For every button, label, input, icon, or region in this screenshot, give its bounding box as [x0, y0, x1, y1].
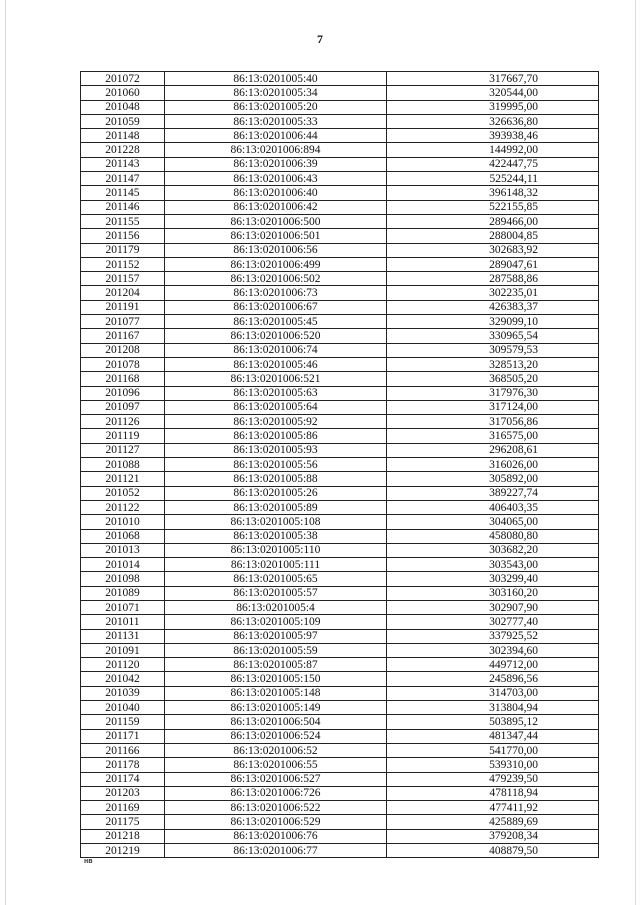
cell-value: 316026,00: [387, 458, 599, 472]
cell-value: 317056,86: [387, 415, 599, 429]
table-row: [81, 272, 599, 286]
cell-value: 317124,00: [387, 400, 599, 414]
cell-cadastral-number: 86:13:0201005:63: [165, 386, 387, 400]
cell-cadastral-number: 86:13:0201006:56: [165, 243, 387, 257]
cell-cadastral-number: 86:13:0201005:40: [165, 72, 387, 86]
table-row: [81, 815, 599, 829]
cell-cadastral-number: 86:13:0201006:520: [165, 329, 387, 343]
table-row: [81, 214, 599, 228]
cell-value: 303682,20: [387, 543, 599, 557]
table-row: [81, 500, 599, 514]
cell-record-id: 201121: [81, 472, 165, 486]
table-row: [81, 186, 599, 200]
table-row: [81, 743, 599, 757]
cell-record-id: 201168: [81, 372, 165, 386]
table-row: [81, 229, 599, 243]
table-row: [81, 400, 599, 414]
cell-cadastral-number: 86:13:0201006:67: [165, 300, 387, 314]
table-row: [81, 844, 599, 858]
cell-record-id: 201159: [81, 715, 165, 729]
cell-record-id: 201013: [81, 543, 165, 557]
table-row: [81, 572, 599, 586]
table-row: [81, 629, 599, 643]
cell-cadastral-number: 86:13:0201005:56: [165, 458, 387, 472]
cell-value: 314703,00: [387, 686, 599, 700]
cell-record-id: 201071: [81, 600, 165, 614]
cell-value: 449712,00: [387, 658, 599, 672]
cell-value: 379208,34: [387, 829, 599, 843]
cell-cadastral-number: 86:13:0201005:46: [165, 357, 387, 371]
cell-value: 525244,11: [387, 172, 599, 186]
cell-record-id: 201068: [81, 529, 165, 543]
cell-cadastral-number: 86:13:0201006:43: [165, 172, 387, 186]
cell-value: 389227,74: [387, 486, 599, 500]
cell-cadastral-number: 86:13:0201005:110: [165, 543, 387, 557]
table-row: [81, 257, 599, 271]
cell-record-id: 201096: [81, 386, 165, 400]
cell-cadastral-number: 86:13:0201006:499: [165, 257, 387, 271]
table-row: [81, 486, 599, 500]
cell-record-id: 201098: [81, 572, 165, 586]
table-row: [81, 143, 599, 157]
table-row: [81, 343, 599, 357]
cell-record-id: 201040: [81, 701, 165, 715]
table-row: [81, 715, 599, 729]
cell-cadastral-number: 86:13:0201006:40: [165, 186, 387, 200]
cell-cadastral-number: 86:13:0201005:34: [165, 86, 387, 100]
cell-value: 326636,80: [387, 114, 599, 128]
table-row: [81, 372, 599, 386]
table-row: [81, 443, 599, 457]
cell-cadastral-number: 86:13:0201006:504: [165, 715, 387, 729]
cell-value: 408879,50: [387, 844, 599, 858]
cell-cadastral-number: 86:13:0201006:55: [165, 758, 387, 772]
cell-value: 317667,70: [387, 72, 599, 86]
cell-value: 396148,32: [387, 186, 599, 200]
cell-record-id: 201127: [81, 443, 165, 457]
cell-cadastral-number: 86:13:0201005:88: [165, 472, 387, 486]
cell-cadastral-number: 86:13:0201006:726: [165, 786, 387, 800]
cell-value: 303299,40: [387, 572, 599, 586]
cell-cadastral-number: 86:13:0201006:522: [165, 801, 387, 815]
cell-cadastral-number: 86:13:0201005:64: [165, 400, 387, 414]
table-row: [81, 543, 599, 557]
cell-cadastral-number: 86:13:0201005:65: [165, 572, 387, 586]
table-row: [81, 701, 599, 715]
cell-cadastral-number: 86:13:0201005:92: [165, 415, 387, 429]
cell-record-id: 201155: [81, 214, 165, 228]
cell-record-id: 201157: [81, 272, 165, 286]
cell-value: 317976,30: [387, 386, 599, 400]
cell-record-id: 201146: [81, 200, 165, 214]
cell-value: 479239,50: [387, 772, 599, 786]
cell-record-id: 201120: [81, 658, 165, 672]
table-row: [81, 200, 599, 214]
table-row: [81, 286, 599, 300]
cell-record-id: 201042: [81, 672, 165, 686]
table-row: [81, 515, 599, 529]
table-row: [81, 429, 599, 443]
cell-value: 422447,75: [387, 157, 599, 171]
table-row: [81, 386, 599, 400]
cell-value: 425889,69: [387, 815, 599, 829]
cell-record-id: 201122: [81, 500, 165, 514]
cell-record-id: 201010: [81, 515, 165, 529]
cell-cadastral-number: 86:13:0201005:149: [165, 701, 387, 715]
table-row: [81, 772, 599, 786]
cell-record-id: 201152: [81, 257, 165, 271]
cell-value: 302777,40: [387, 615, 599, 629]
table-row: [81, 72, 599, 86]
table-row: [81, 600, 599, 614]
cell-cadastral-number: 86:13:0201005:4: [165, 600, 387, 614]
table-row: [81, 758, 599, 772]
table-row: [81, 157, 599, 171]
cell-cadastral-number: 86:13:0201006:39: [165, 157, 387, 171]
table-row: [81, 686, 599, 700]
cell-cadastral-number: 86:13:0201005:20: [165, 100, 387, 114]
cell-value: 426383,37: [387, 300, 599, 314]
table-row: [81, 458, 599, 472]
cell-value: 144992,00: [387, 143, 599, 157]
cell-value: 245896,56: [387, 672, 599, 686]
cell-value: 303160,20: [387, 586, 599, 600]
cell-record-id: 201048: [81, 100, 165, 114]
cell-record-id: 201091: [81, 643, 165, 657]
cell-record-id: 201119: [81, 429, 165, 443]
cell-record-id: 201088: [81, 458, 165, 472]
cell-record-id: 201089: [81, 586, 165, 600]
cell-value: 316575,00: [387, 429, 599, 443]
cell-value: 368505,20: [387, 372, 599, 386]
cell-record-id: 201174: [81, 772, 165, 786]
cell-value: 304065,00: [387, 515, 599, 529]
cell-record-id: 201148: [81, 129, 165, 143]
cell-record-id: 201218: [81, 829, 165, 843]
cell-value: 458080,80: [387, 529, 599, 543]
cell-value: 329099,10: [387, 315, 599, 329]
cell-record-id: 201072: [81, 72, 165, 86]
table-row: [81, 786, 599, 800]
cell-cadastral-number: 86:13:0201006:527: [165, 772, 387, 786]
cell-record-id: 201097: [81, 400, 165, 414]
cell-cadastral-number: 86:13:0201006:76: [165, 829, 387, 843]
cell-value: 503895,12: [387, 715, 599, 729]
footer-mark: нв: [84, 858, 93, 865]
cell-value: 330965,54: [387, 329, 599, 343]
cell-record-id: 201052: [81, 486, 165, 500]
cell-cadastral-number: 86:13:0201005:97: [165, 629, 387, 643]
cell-value: 288004,85: [387, 229, 599, 243]
cell-record-id: 201156: [81, 229, 165, 243]
cell-record-id: 201059: [81, 114, 165, 128]
cell-value: 406403,35: [387, 500, 599, 514]
table-row: [81, 615, 599, 629]
table-row: [81, 329, 599, 343]
cell-value: 478118,94: [387, 786, 599, 800]
table-row: [81, 586, 599, 600]
table-row: [81, 243, 599, 257]
cell-cadastral-number: 86:13:0201005:26: [165, 486, 387, 500]
scan-edge-left: [5, 0, 6, 905]
cell-record-id: 201228: [81, 143, 165, 157]
cell-cadastral-number: 86:13:0201006:529: [165, 815, 387, 829]
cell-cadastral-number: 86:13:0201005:87: [165, 658, 387, 672]
cell-record-id: 201077: [81, 315, 165, 329]
cell-value: 289466,00: [387, 214, 599, 228]
table-row: [81, 114, 599, 128]
cell-record-id: 201178: [81, 758, 165, 772]
cell-record-id: 201131: [81, 629, 165, 643]
cell-cadastral-number: 86:13:0201006:77: [165, 844, 387, 858]
table-row: [81, 558, 599, 572]
cell-value: 541770,00: [387, 743, 599, 757]
cell-record-id: 201167: [81, 329, 165, 343]
cell-record-id: 201191: [81, 300, 165, 314]
cell-value: 305892,00: [387, 472, 599, 486]
table-row: [81, 472, 599, 486]
cell-value: 313804,94: [387, 701, 599, 715]
cell-value: 522155,85: [387, 200, 599, 214]
cell-value: 319995,00: [387, 100, 599, 114]
cell-cadastral-number: 86:13:0201006:521: [165, 372, 387, 386]
cell-cadastral-number: 86:13:0201005:150: [165, 672, 387, 686]
parcel-table: [80, 71, 599, 858]
cell-value: 539310,00: [387, 758, 599, 772]
table-row: [81, 643, 599, 657]
cell-cadastral-number: 86:13:0201005:33: [165, 114, 387, 128]
cell-value: 302907,90: [387, 600, 599, 614]
cell-value: 477411,92: [387, 801, 599, 815]
table-row: [81, 729, 599, 743]
cell-record-id: 201147: [81, 172, 165, 186]
table-row: [81, 315, 599, 329]
cell-cadastral-number: 86:13:0201005:38: [165, 529, 387, 543]
cell-cadastral-number: 86:13:0201006:42: [165, 200, 387, 214]
cell-value: 393938,46: [387, 129, 599, 143]
cell-cadastral-number: 86:13:0201005:89: [165, 500, 387, 514]
cell-cadastral-number: 86:13:0201006:501: [165, 229, 387, 243]
cell-record-id: 201145: [81, 186, 165, 200]
cell-cadastral-number: 86:13:0201006:524: [165, 729, 387, 743]
cell-record-id: 201204: [81, 286, 165, 300]
cell-cadastral-number: 86:13:0201006:44: [165, 129, 387, 143]
cell-cadastral-number: 86:13:0201005:86: [165, 429, 387, 443]
cell-cadastral-number: 86:13:0201005:57: [165, 586, 387, 600]
cell-cadastral-number: 86:13:0201005:109: [165, 615, 387, 629]
cell-cadastral-number: 86:13:0201005:59: [165, 643, 387, 657]
cell-record-id: 201171: [81, 729, 165, 743]
cell-value: 309579,53: [387, 343, 599, 357]
table-row: [81, 829, 599, 843]
cell-record-id: 201169: [81, 801, 165, 815]
table-row: [81, 658, 599, 672]
cell-record-id: 201060: [81, 86, 165, 100]
cell-cadastral-number: 86:13:0201006:73: [165, 286, 387, 300]
cell-record-id: 201203: [81, 786, 165, 800]
cell-record-id: 201011: [81, 615, 165, 629]
table-row: [81, 801, 599, 815]
cell-record-id: 201179: [81, 243, 165, 257]
cell-record-id: 201208: [81, 343, 165, 357]
cell-cadastral-number: 86:13:0201006:74: [165, 343, 387, 357]
cell-record-id: 201175: [81, 815, 165, 829]
cell-cadastral-number: 86:13:0201006:894: [165, 143, 387, 157]
cell-cadastral-number: 86:13:0201006:500: [165, 214, 387, 228]
cell-value: 289047,61: [387, 257, 599, 271]
cell-value: 328513,20: [387, 357, 599, 371]
cell-value: 302235,01: [387, 286, 599, 300]
page-number: 7: [317, 32, 323, 46]
table-row: [81, 357, 599, 371]
cell-record-id: 201143: [81, 157, 165, 171]
table-row: [81, 529, 599, 543]
cell-cadastral-number: 86:13:0201005:93: [165, 443, 387, 457]
cell-record-id: 201078: [81, 357, 165, 371]
cell-cadastral-number: 86:13:0201005:148: [165, 686, 387, 700]
cell-record-id: 201166: [81, 743, 165, 757]
table-row: [81, 129, 599, 143]
parcel-table-body: [81, 72, 599, 858]
scan-edge-right: [635, 0, 636, 905]
cell-record-id: 201126: [81, 415, 165, 429]
table-row: [81, 672, 599, 686]
cell-cadastral-number: 86:13:0201006:502: [165, 272, 387, 286]
cell-record-id: 201014: [81, 558, 165, 572]
cell-value: 320544,00: [387, 86, 599, 100]
cell-cadastral-number: 86:13:0201005:111: [165, 558, 387, 572]
cell-record-id: 201039: [81, 686, 165, 700]
table-row: [81, 172, 599, 186]
table-row: [81, 100, 599, 114]
table-row: [81, 300, 599, 314]
cell-cadastral-number: 86:13:0201006:52: [165, 743, 387, 757]
cell-cadastral-number: 86:13:0201005:108: [165, 515, 387, 529]
cell-value: 337925,52: [387, 629, 599, 643]
cell-value: 481347,44: [387, 729, 599, 743]
table-row: [81, 86, 599, 100]
cell-cadastral-number: 86:13:0201005:45: [165, 315, 387, 329]
cell-record-id: 201219: [81, 844, 165, 858]
cell-value: 296208,61: [387, 443, 599, 457]
cell-value: 302394,60: [387, 643, 599, 657]
cell-value: 302683,92: [387, 243, 599, 257]
table-row: [81, 415, 599, 429]
cell-value: 287588,86: [387, 272, 599, 286]
cell-value: 303543,00: [387, 558, 599, 572]
